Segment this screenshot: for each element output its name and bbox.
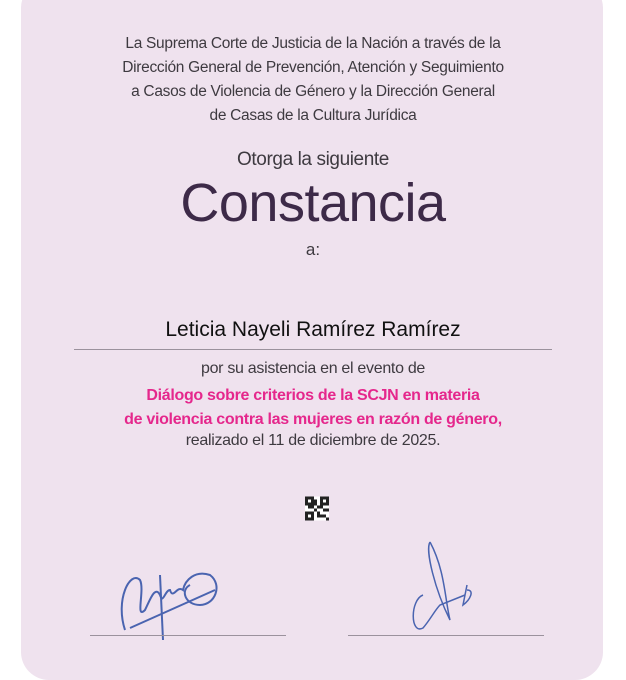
attendance-text: por su asistencia en el evento de: [200, 360, 426, 377]
issuing-institution: [0, 32, 626, 128]
qr-code-icon: [305, 496, 329, 521]
institution-line: Dirección General de Prevención, Atención y Seguimiento: [122, 59, 504, 76]
event-line: Diálogo sobre criterios de la SCJN en materia: [146, 387, 480, 404]
event-name: [0, 384, 626, 432]
event-line: de violencia contra las mujeres en razón de género,: [124, 411, 502, 428]
recipient-name: Leticia Nayeli Ramírez Ramírez: [165, 318, 461, 341]
signature-right-icon: [405, 540, 485, 635]
institution-line: a Casos de Violencia de Género y la Dirección General: [131, 83, 495, 100]
to-text: a:: [305, 240, 321, 259]
institution-line: de Casas de la Cultura Jurídica: [209, 107, 417, 124]
name-underline: [74, 349, 552, 350]
signature-left-icon: [115, 550, 225, 640]
certificate-title: Constancia: [180, 173, 446, 233]
signature-line-left: [90, 635, 286, 636]
grant-text: Otorga la siguiente: [237, 149, 389, 170]
institution-line: La Suprema Corte de Justicia de la Nación a través de la: [125, 35, 501, 52]
signature-line-right: [348, 635, 544, 636]
event-date: realizado el 11 de diciembre de 2025.: [185, 432, 441, 449]
